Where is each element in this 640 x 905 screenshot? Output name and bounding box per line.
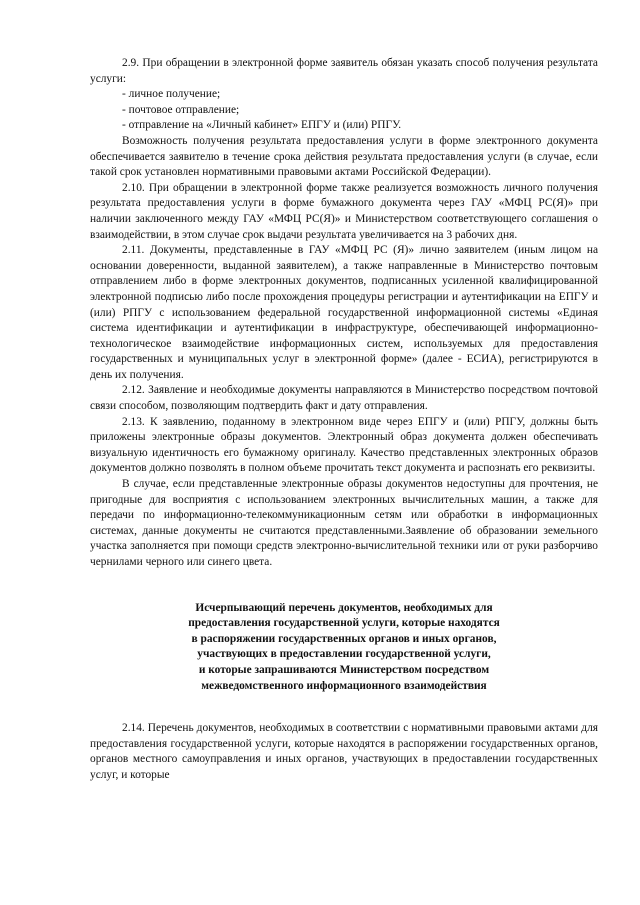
paragraph-2-13: 2.13. К заявлению, поданному в электронном виде через ЕПГУ и (или) РПГУ, должны быть приложены электронные образы документов. Электронный образ документа должен обеспечивать визуальную идентичность его бумажному оригиналу. Качество представленных электронных образов документов должно позволять в полном объеме прочитать текст документа и распознать его реквизиты. [90, 415, 598, 475]
paragraph-2-10: 2.10. При обращении в электронной форме также реализуется возможность личного получения результата предоставления услуги в форме бумажного документа через ГАУ «МФЦ РС(Я)» при наличии заключенного между ГАУ «МФЦ РС(Я)» и Министерством соответствующего соглашения о взаимодействии, в этом случае срок выдачи результата увеличивается на 3 рабочих дня. [90, 181, 598, 241]
heading-line: межведомственного информационного взаимодействия [201, 679, 487, 692]
section-heading [90, 601, 598, 695]
paragraph-electronic-result: Возможность получения результата предоставления услуги в форме электронного документа обеспечивается заявителю в течение срока действия результата предоставления услуги (в случае, если такой срок установлен нормативными правовыми актами Российской Федерации). [90, 134, 598, 179]
heading-line: в распоряжении государственных органов и иных органов, [191, 632, 497, 645]
paragraph-unreadable-images: В случае, если представленные электронные образы документов недоступны для прочтения, не пригодные для восприятия с использованием электронных вычислительных машин, а также для передачи по информационно-телекоммуникационным сетям или обработки в информационных системах, данные документы не считаются представленными.Заявление об образовании земельного участка заполняется при помощи средств электронно-вычислительной техники или от руки разборчиво чернилами черного или синего цвета. [90, 478, 598, 568]
list-item-mail: - почтовое отправление; [122, 103, 240, 116]
paragraph-2-12: 2.12. Заявление и необходимые документы направляются в Министерство посредством почтовой связи способом, позволяющим подтвердить факт и дату отправления. [90, 384, 598, 413]
section-bottom [90, 721, 598, 783]
heading-line: и которые запрашиваются Министерством посредством [198, 663, 490, 676]
document-page [90, 56, 598, 784]
paragraph-2-14: 2.14. Перечень документов, необходимых в соответствии с нормативными правовыми актами для предоставления государственной услуги, которые находятся в распоряжении государственных органов, органов местного самоуправления и иных органов, участвующих в предоставлении государственных услуг, и которые [90, 722, 598, 781]
section-top [90, 56, 598, 571]
paragraph-2-9: 2.9. При обращении в электронной форме заявитель обязан указать способ получения результата услуги: [90, 57, 598, 85]
list-item-cabinet: - отправление на «Личный кабинет» ЕПГУ и (или) РПГУ. [122, 119, 402, 132]
heading-line: предоставления государственной услуги, которые находятся [188, 617, 500, 630]
heading-line: участвующих в предоставлении государственной услуги, [197, 648, 491, 661]
list-item-personal: - личное получение; [122, 88, 221, 101]
heading-line: Исчерпывающий перечень документов, необходимых для [195, 601, 493, 614]
paragraph-2-11: 2.11. Документы, представленные в ГАУ «МФЦ РС (Я)» лично заявителем (иным лицом на основании доверенности, выданной заявителем), а также направленные в Министерство почтовым отправлением либо в форме электронных документов, подписанных усиленной квалифицированной электронной подписью либо после прохождения процедуры регистрации и аутентификации на ЕПГУ и (или) РПГУ с использованием федеральной государственной информационной системы «Единая система идентификации и аутентификации в инфраструктуре, обеспечивающей информационно-технологическое взаимодействие информационных систем, используемых для предоставления государственных и муниципальных услуг в электронной форме» (далее - ЕСИА), регистрируются в день их получения. [90, 244, 598, 381]
